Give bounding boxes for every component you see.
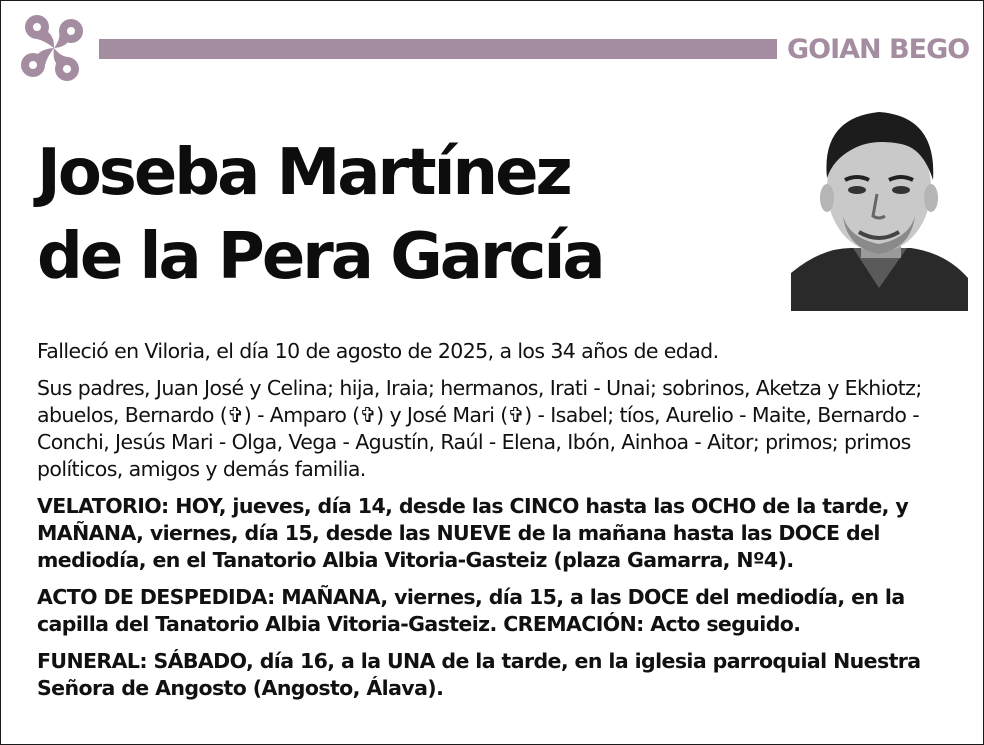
velatorio-paragraph: VELATORIO: HOY, jueves, día 14, desde las CINCO hasta las OCHO de la tarde, y MAÑANA, viernes, día 15, desde las NUEVE de la mañana hasta las DOCE del mediodía, en el Tanatorio Albia Vitoria-Gasteiz (plaza Gamarra, Nº4). [37, 494, 909, 572]
family-paragraph: Sus padres, Juan José y Celina; hija, Iraia; hermanos, Irati - Unai; sobrinos, Aketza y Ekhiotz; abuelos, Bernardo (✞) - Amparo (✞) y José Mari (✞) - Isabel; tíos, Aurelio - Maite, Bernardo - Conchi, Jesús Mari - Olga, Vega - Agustín, Raúl - Elena, Ibón, Ainhoa - Aitor; primos; primos políticos, amigos y demás familia. [37, 376, 922, 481]
name-line-1: Joseba Martínez [37, 136, 570, 210]
deceased-name [37, 131, 777, 299]
header-bar [99, 39, 777, 59]
cross-icon: ✞ [507, 403, 525, 427]
notice-body [37, 338, 953, 712]
death-paragraph: Falleció en Viloria, el día 10 de agosto de 2025, a los 34 años de edad. [37, 339, 719, 363]
lauburu-icon [15, 11, 93, 85]
cross-icon: ✞ [359, 403, 377, 427]
portrait-photo [791, 98, 968, 311]
funeral-paragraph: FUNERAL: SÁBADO, día 16, a la UNA de la tarde, en la iglesia parroquial Nuestra Señora de Angosto (Angosto, Álava). [37, 649, 921, 700]
cross-icon: ✞ [227, 403, 244, 427]
header-motto: GOIAN BEGO [787, 34, 970, 65]
name-line-2: de la Pera García [37, 220, 603, 294]
despedida-paragraph: ACTO DE DESPEDIDA: MAÑANA, viernes, día 15, a las DOCE del mediodía, en la capilla del Tanatorio Albia Vitoria-Gasteiz. CREMACIÓN: Acto seguido. [37, 585, 905, 636]
